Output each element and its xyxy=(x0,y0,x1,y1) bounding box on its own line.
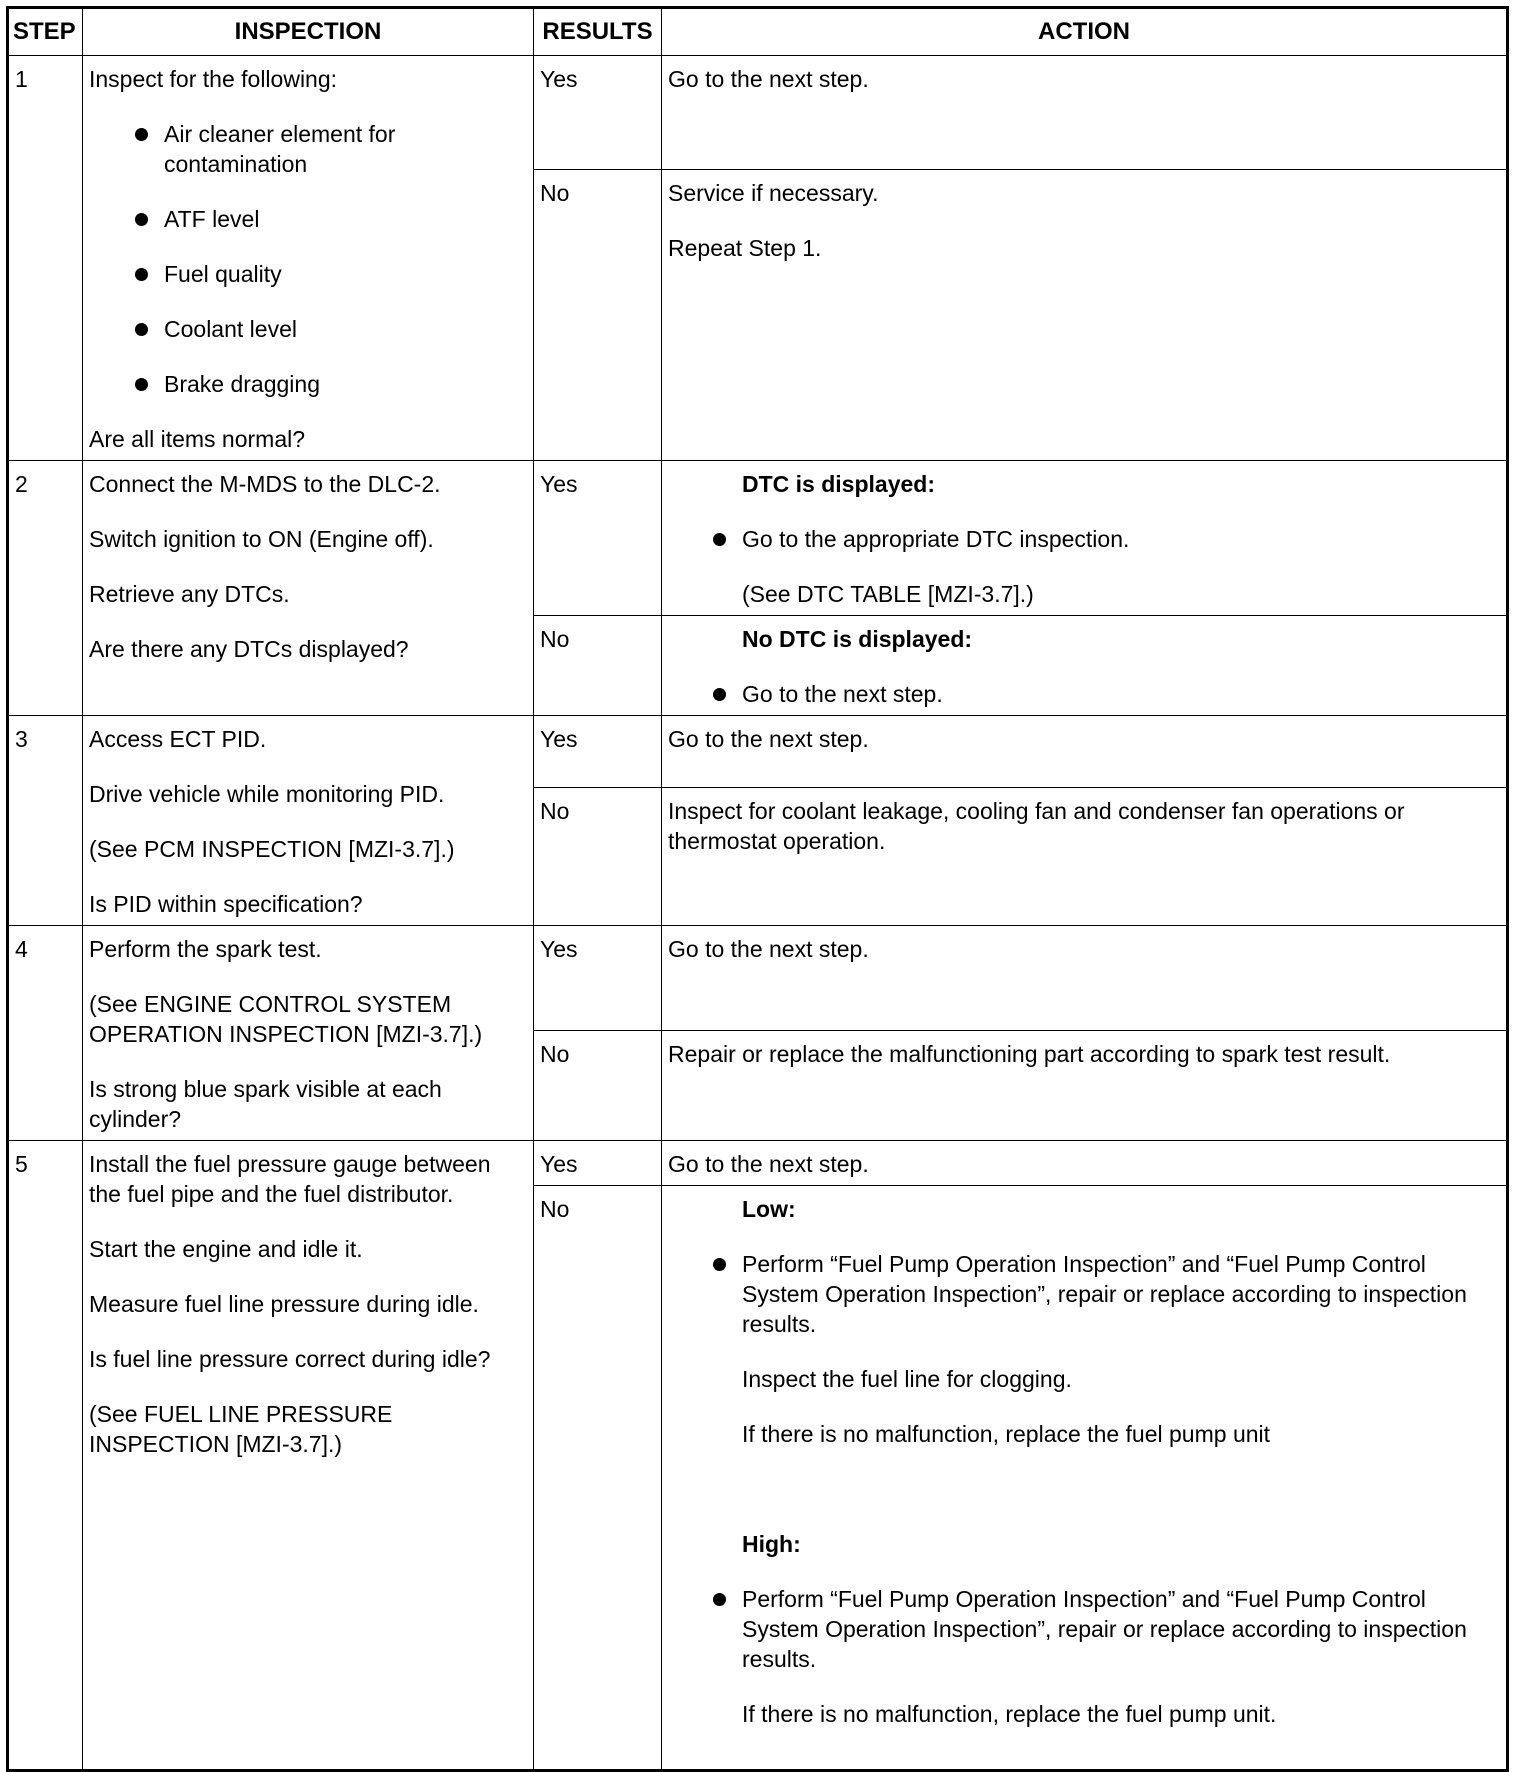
step-1-yes-row xyxy=(8,56,1508,170)
step-3-yes-row xyxy=(8,716,1508,788)
step-1-number: 1 xyxy=(8,56,83,461)
step-5-action-no xyxy=(662,1186,1508,1771)
step-2-result-yes: Yes xyxy=(534,461,662,616)
header-results: RESULTS xyxy=(534,8,662,56)
list-item: Fuel quality xyxy=(135,259,527,289)
step-2-no-heading: No DTC is displayed: xyxy=(742,626,973,652)
step-3-number: 3 xyxy=(8,716,83,926)
step-2-inspection xyxy=(83,461,534,716)
step-5-inspection xyxy=(83,1141,534,1771)
bullet-icon xyxy=(135,128,148,141)
step-4-inspection xyxy=(83,926,534,1141)
step-2-line-1: Connect the M-MDS to the DLC-2. xyxy=(89,471,441,497)
list-item: Go to the next step. xyxy=(742,679,1500,709)
step-5-low-line-1: Inspect the fuel line for clogging. xyxy=(742,1366,1072,1392)
step-2-result-no: No xyxy=(534,616,662,716)
step-5-number: 5 xyxy=(8,1141,83,1771)
bullet-icon xyxy=(713,1593,726,1606)
step-3-line-1: Access ECT PID. xyxy=(89,726,267,752)
bullet-icon xyxy=(135,213,148,226)
step-5-action-yes: Go to the next step. xyxy=(662,1141,1508,1186)
list-item: Perform “Fuel Pump Operation Inspection” and “Fuel Pump Control System Operation Inspection”, repair or replace according to inspection results. xyxy=(742,1249,1500,1339)
step-5-low-heading: Low: xyxy=(742,1196,796,1222)
bullet-icon xyxy=(713,533,726,546)
header-inspection: INSPECTION xyxy=(83,8,534,56)
list-item: Perform “Fuel Pump Operation Inspection” and “Fuel Pump Control System Operation Inspection”, repair or replace according to inspection results. xyxy=(742,1584,1500,1674)
step-2-question: Are there any DTCs displayed? xyxy=(89,636,409,662)
step-3-result-no: No xyxy=(534,787,662,925)
step-1-action-no-line-2: Repeat Step 1. xyxy=(668,234,822,261)
step-3-line-3: (See PCM INSPECTION [MZI-3.7].) xyxy=(89,836,455,862)
step-5-note: (See FUEL LINE PRESSURE INSPECTION [MZI-3.7].) xyxy=(89,1401,393,1457)
step-2-line-2: Switch ignition to ON (Engine off). xyxy=(89,526,434,552)
step-1-intro: Inspect for the following: xyxy=(89,66,338,92)
step-3-question: Is PID within specification? xyxy=(89,891,363,917)
step-3-action-yes: Go to the next step. xyxy=(662,716,1508,788)
step-5-high-heading: High: xyxy=(742,1531,801,1557)
step-1-action-no-line-1: Service if necessary. xyxy=(668,179,879,206)
step-2-line-3: Retrieve any DTCs. xyxy=(89,581,290,607)
step-3-line-2: Drive vehicle while monitoring PID. xyxy=(89,781,445,807)
step-1-checklist xyxy=(89,119,527,399)
list-item: Brake dragging xyxy=(135,369,527,399)
list-item: ATF level xyxy=(135,204,527,234)
step-1-question: Are all items normal? xyxy=(89,426,306,452)
step-5-low-line-2: If there is no malfunction, replace the fuel pump unit xyxy=(742,1421,1271,1447)
step-5-yes-row xyxy=(8,1141,1508,1186)
step-4-yes-row xyxy=(8,926,1508,1031)
step-2-yes-row xyxy=(8,461,1508,616)
step-4-number: 4 xyxy=(8,926,83,1141)
bullet-icon xyxy=(713,1258,726,1271)
diagnostic-table xyxy=(6,6,1509,1772)
step-4-line-2: (See ENGINE CONTROL SYSTEM OPERATION INSPECTION [MZI-3.7].) xyxy=(89,991,483,1047)
step-2-yes-heading: DTC is displayed: xyxy=(742,471,935,497)
step-4-action-yes: Go to the next step. xyxy=(662,926,1508,1031)
header-step: STEP xyxy=(8,8,83,56)
step-5-line-3: Measure fuel line pressure during idle. xyxy=(89,1291,479,1317)
header-row xyxy=(8,8,1508,56)
spacer xyxy=(668,1474,1500,1529)
step-1-action-yes: Go to the next step. xyxy=(662,56,1508,170)
step-5-result-no: No xyxy=(534,1186,662,1771)
step-5-high-line-1: If there is no malfunction, replace the fuel pump unit. xyxy=(742,1701,1277,1727)
diagnostic-procedure-page xyxy=(6,6,1506,1772)
step-1-action-no xyxy=(662,169,1508,460)
bullet-icon xyxy=(135,323,148,336)
list-item: Coolant level xyxy=(135,314,527,344)
list-item: Go to the appropriate DTC inspection. xyxy=(742,524,1500,554)
list-item: Air cleaner element for contamination xyxy=(135,119,527,179)
step-2-number: 2 xyxy=(8,461,83,716)
bullet-icon xyxy=(713,688,726,701)
step-4-result-no: No xyxy=(534,1031,662,1141)
step-4-line-1: Perform the spark test. xyxy=(89,936,322,962)
bullet-icon xyxy=(135,378,148,391)
step-5-result-yes: Yes xyxy=(534,1141,662,1186)
step-1-result-yes: Yes xyxy=(534,56,662,170)
step-2-yes-note: (See DTC TABLE [MZI-3.7].) xyxy=(742,581,1034,607)
step-4-action-no: Repair or replace the malfunctioning part according to spark test result. xyxy=(662,1031,1508,1141)
step-5-question: Is fuel line pressure correct during idle? xyxy=(89,1346,491,1372)
header-action: ACTION xyxy=(662,8,1508,56)
step-1-result-no: No xyxy=(534,169,662,460)
step-2-action-no xyxy=(662,616,1508,716)
step-2-action-yes xyxy=(662,461,1508,616)
step-3-action-no: Inspect for coolant leakage, cooling fan and condenser fan operations or thermostat operation. xyxy=(662,787,1508,925)
step-3-result-yes: Yes xyxy=(534,716,662,788)
step-1-inspection xyxy=(83,56,534,461)
step-5-line-1: Install the fuel pressure gauge between the fuel pipe and the fuel distributor. xyxy=(89,1151,491,1207)
step-5-line-2: Start the engine and idle it. xyxy=(89,1236,363,1262)
step-4-question: Is strong blue spark visible at each cylinder? xyxy=(89,1076,442,1132)
step-3-inspection xyxy=(83,716,534,926)
step-4-result-yes: Yes xyxy=(534,926,662,1031)
bullet-icon xyxy=(135,268,148,281)
